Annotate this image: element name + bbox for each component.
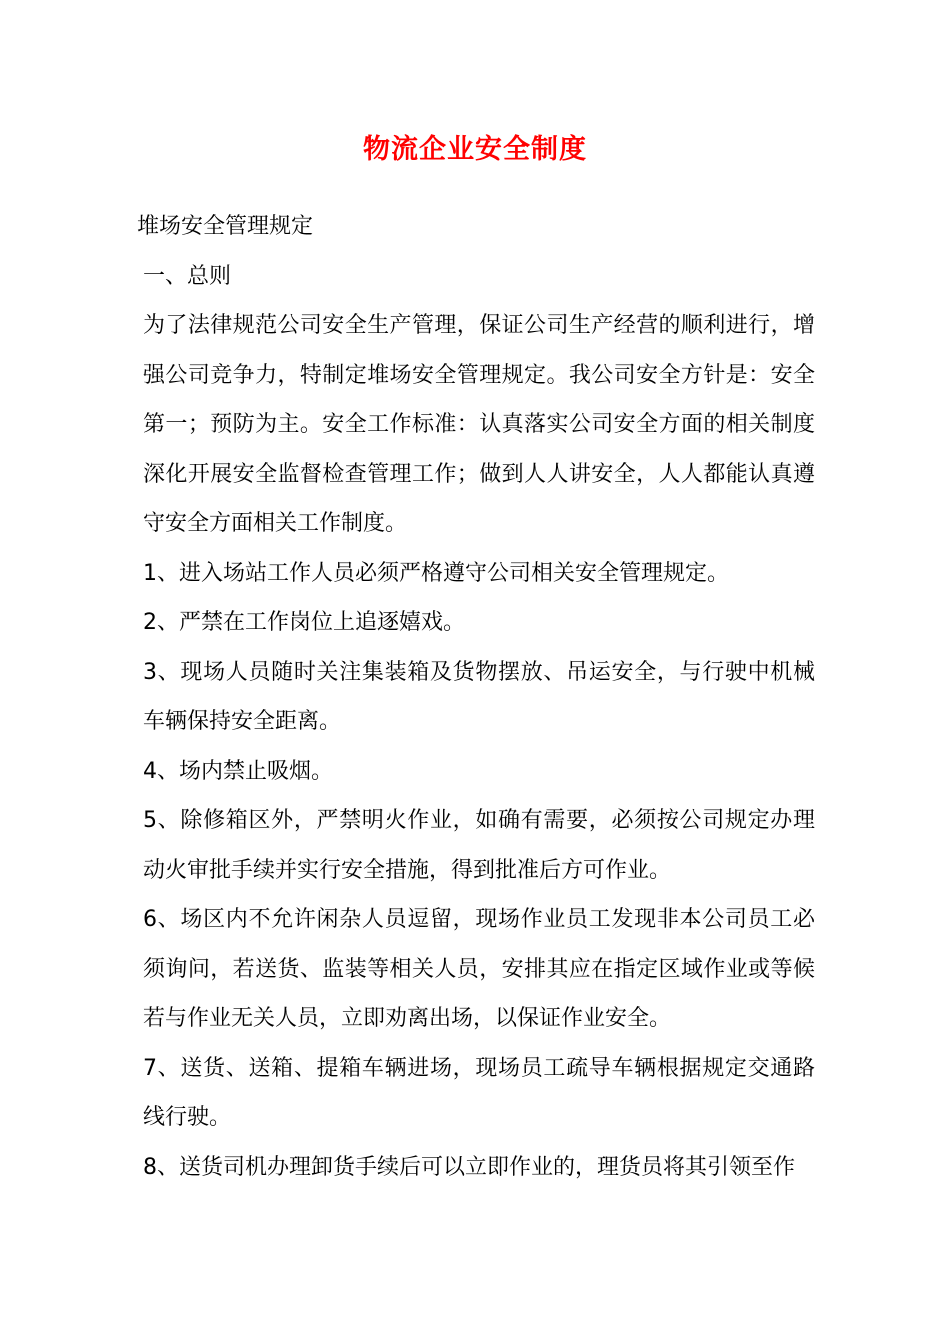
rule-item-8: 8、送货司机办理卸货手续后可以立即作业的，理货员将其引领至作	[143, 1154, 795, 1180]
document-title: 物流企业安全制度	[363, 134, 587, 165]
rule-item-4: 4、场内禁止吸烟。	[143, 758, 333, 784]
rule-item-1: 1、进入场站工作人员必须严格遵守公司相关安全管理规定。	[143, 560, 729, 586]
chapter-heading: 一、总则	[143, 263, 232, 289]
rule-item-6: 6、场区内不允许闲杂人员逗留，现场作业员工发现非本公司员工必须询问，若送货、监装等相关人员，安排其应在指定区域作业或等候若与作业无关人员，立即劝离出场，以保证作业安全。	[143, 907, 815, 1031]
document-body	[137, 202, 815, 1192]
rule-item-7: 7、送货、送箱、提箱车辆进场，现场员工疏导车辆根据规定交通路线行驶。	[143, 1055, 815, 1130]
section-heading: 堆场安全管理规定	[137, 214, 314, 239]
paragraph-general: 为了法律规范公司安全生产管理，保证公司生产经营的顺利进行，增强公司竞争力，特制定堆场安全管理规定。我公司安全方针是：安全第一；预防为主。安全工作标准：认真落实公司安全方面的相关制度深化开展安全监督检查管理工作；做到人人讲安全，人人都能认真遵守安全方面相关工作制度。	[143, 313, 815, 536]
rule-item-5: 5、除修箱区外，严禁明火作业，如确有需要，必须按公司规定办理动火审批手续并实行安全措施，得到批准后方可作业。	[143, 808, 815, 883]
rule-item-3: 3、现场人员随时关注集装箱及货物摆放、吊运安全，与行驶中机械车辆保持安全距离。	[143, 659, 815, 734]
rule-item-2: 2、严禁在工作岗位上追逐嬉戏。	[143, 610, 465, 635]
